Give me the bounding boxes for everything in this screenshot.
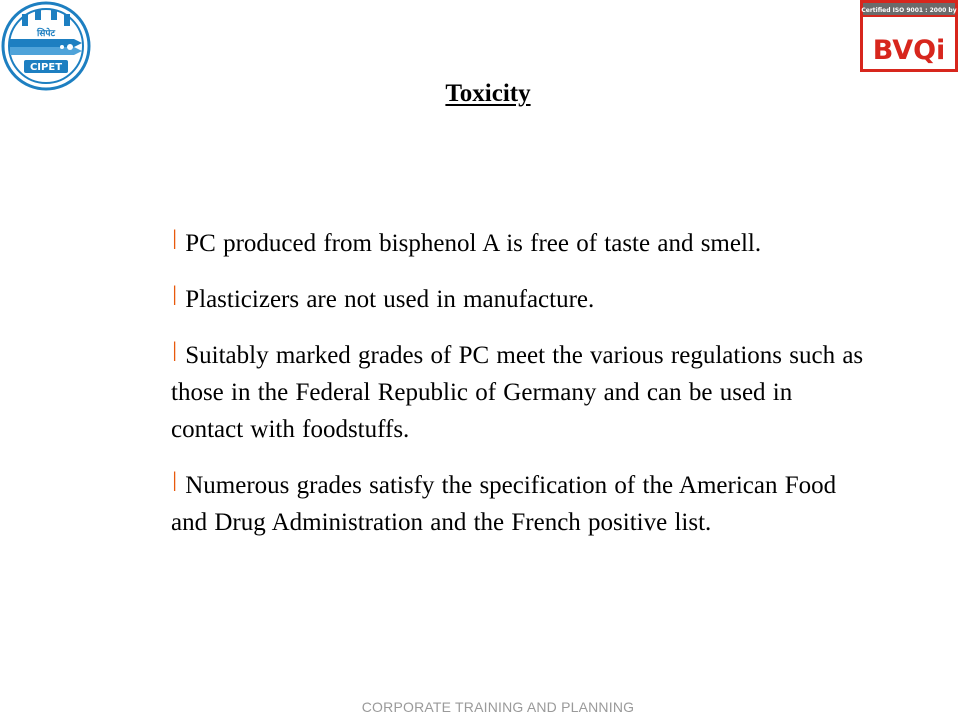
cipet-logo-label: CIPET	[29, 62, 63, 73]
footer-text: CORPORATE TRAINING AND PLANNING	[361, 699, 635, 715]
bullet-text: Numerous grades satisfy the specification of the American Food and Drug Administration and the French positive list.	[171, 472, 837, 536]
bullet-item	[171, 281, 871, 318]
bullet-text: PC produced from bisphenol A is free of taste and smell.	[185, 230, 762, 257]
slide-title: Toxicity	[445, 80, 531, 107]
bullet-item	[171, 225, 871, 262]
bvqi-brand-text: BVQi	[872, 35, 946, 66]
cipet-logo-script: सिपेट	[36, 29, 56, 39]
bullet-item	[171, 467, 871, 541]
bvqi-logo	[860, 0, 958, 72]
bullet-marker-icon: l	[172, 468, 177, 498]
bullet-text: Suitably marked grades of PC meet the various regulations such as those in the Federal Republic of Germany and can be used in contact with foodstuffs.	[171, 342, 864, 443]
bullet-marker-icon: l	[172, 282, 177, 312]
bullet-list	[171, 225, 871, 560]
bullet-marker-icon: l	[172, 226, 177, 256]
bullet-marker-icon: l	[172, 338, 177, 368]
cipet-logo	[0, 0, 92, 92]
bullet-item	[171, 337, 871, 448]
bvqi-cert-text: Certified ISO 9001 : 2000 by	[861, 7, 957, 14]
bullet-text: Plasticizers are not used in manufacture.	[185, 286, 595, 313]
